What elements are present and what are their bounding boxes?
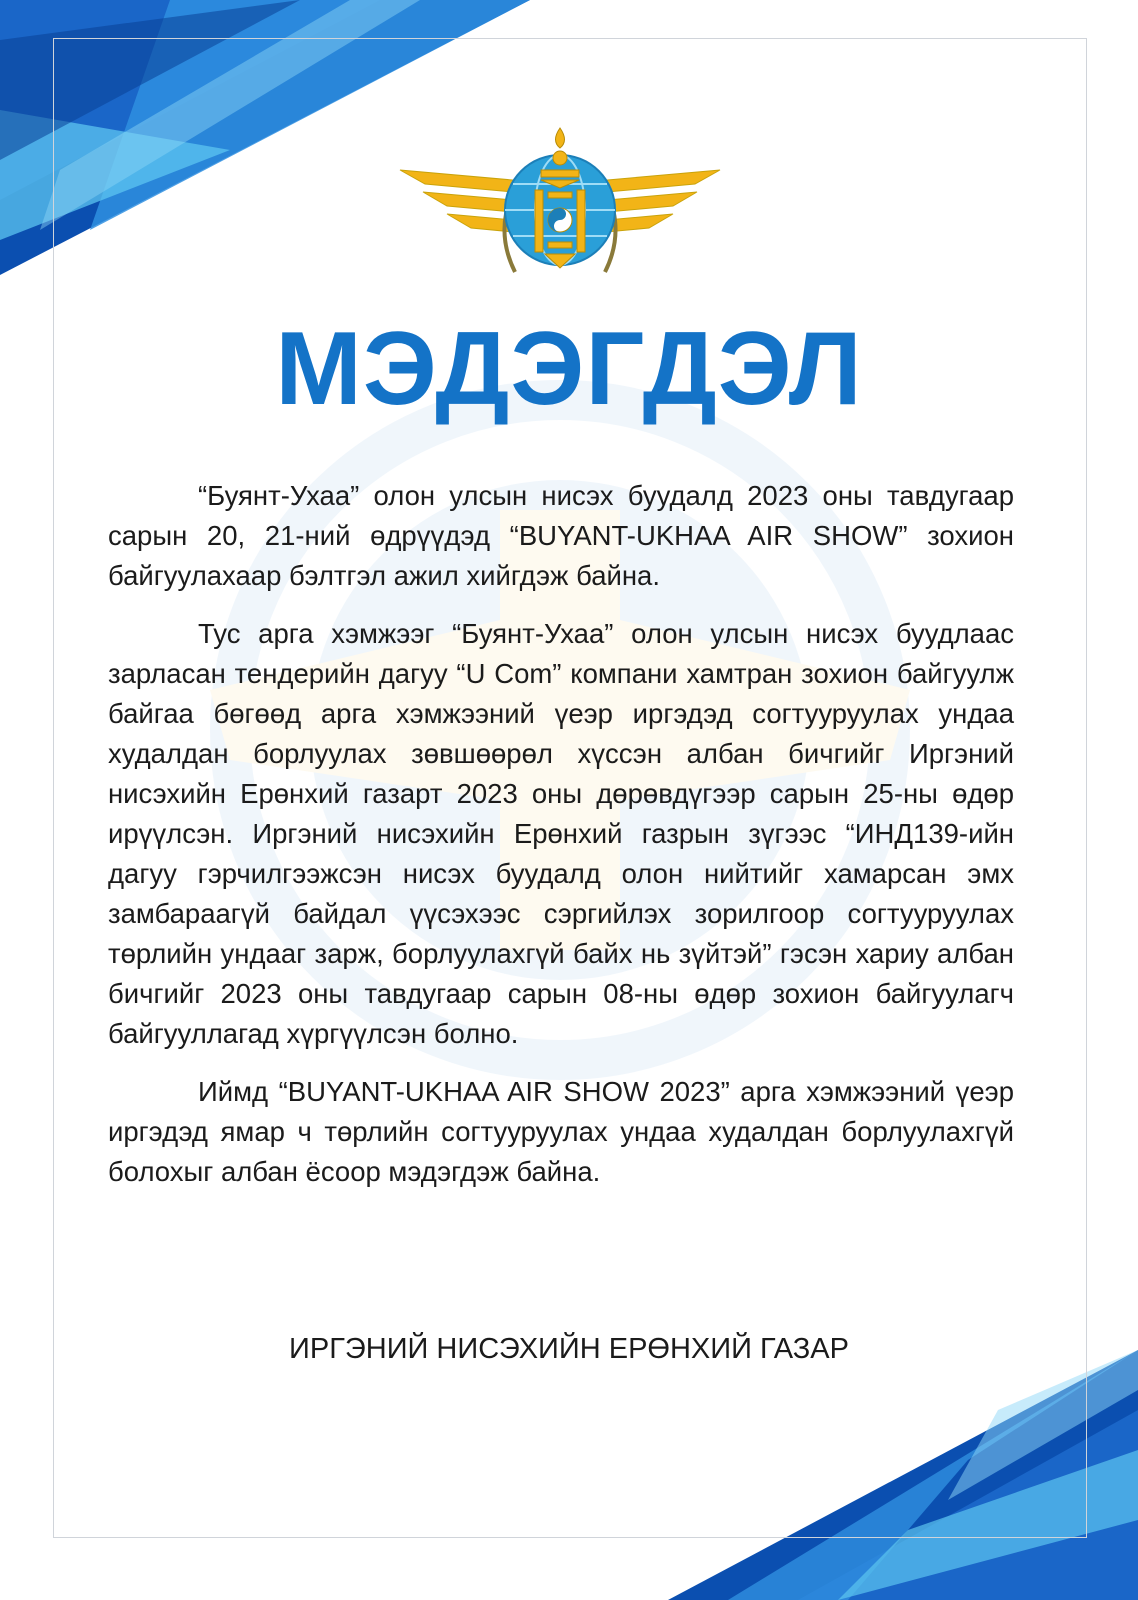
document-body — [108, 476, 1014, 1210]
body-paragraph: Иймд “BUYANT-UKHAA AIR SHOW 2023” арга хэмжээний үеэр иргэдэд ямар ч төрлийн согтууруулах ундаа худалдан борлуулахгүй болохыг албан ёсоор мэдэгдэж байна. — [108, 1076, 1014, 1187]
body-paragraph: Тус арга хэмжээг “Буянт-Ухаа” олон улсын нисэх буудлаас зарласан тендерийн дагуу “U Com” компани хамтран зохион байгуулж байгаа бөгөөд арга хэмжээний үеэр иргэдэд согтууруулах ундаа худалдан борлуулах зөвшөөрөл хүссэн албан бичгийг Иргэний нисэхийн Ерөнхий газарт 2023 оны дөрөвдүгээр сарын 25-ны өдөр ирүүлсэн. Иргэний нисэхийн Ерөнхий газрын зүгээс “ИНД139-ийн дагуу гэрчилгээжсэн нисэх буудалд олон нийтийг хамарсан эмх замбараагүй байдал үүсэхээс сэргийлэх зорилгоор согтууруулах төрлийн ундааг зарж, борлуулахгүй байх нь зүйтэй” гэсэн хариу албан бичгийг 2023 оны тавдугаар сарын 08-ны өдөр зохион байгуулагч байгууллагад хүргүүлсэн болно. — [108, 618, 1014, 1049]
document-title: МЭДЭГДЭЛ — [275, 311, 863, 427]
civil-aviation-emblem-icon — [395, 122, 725, 292]
signature-organization: ИРГЭНИЙ НИСЭХИЙН ЕРӨНХИЙ ГАЗАР — [289, 1333, 849, 1365]
body-paragraph: “Буянт-Ухаа” олон улсын нисэх буудалд 2023 оны тавдугаар сарын 20, 21-ний өдрүүдэд “BUYANT-UKHAA AIR SHOW” зохион байгуулахаар бэлтгэл ажил хийгдэж байна. — [108, 480, 1014, 591]
